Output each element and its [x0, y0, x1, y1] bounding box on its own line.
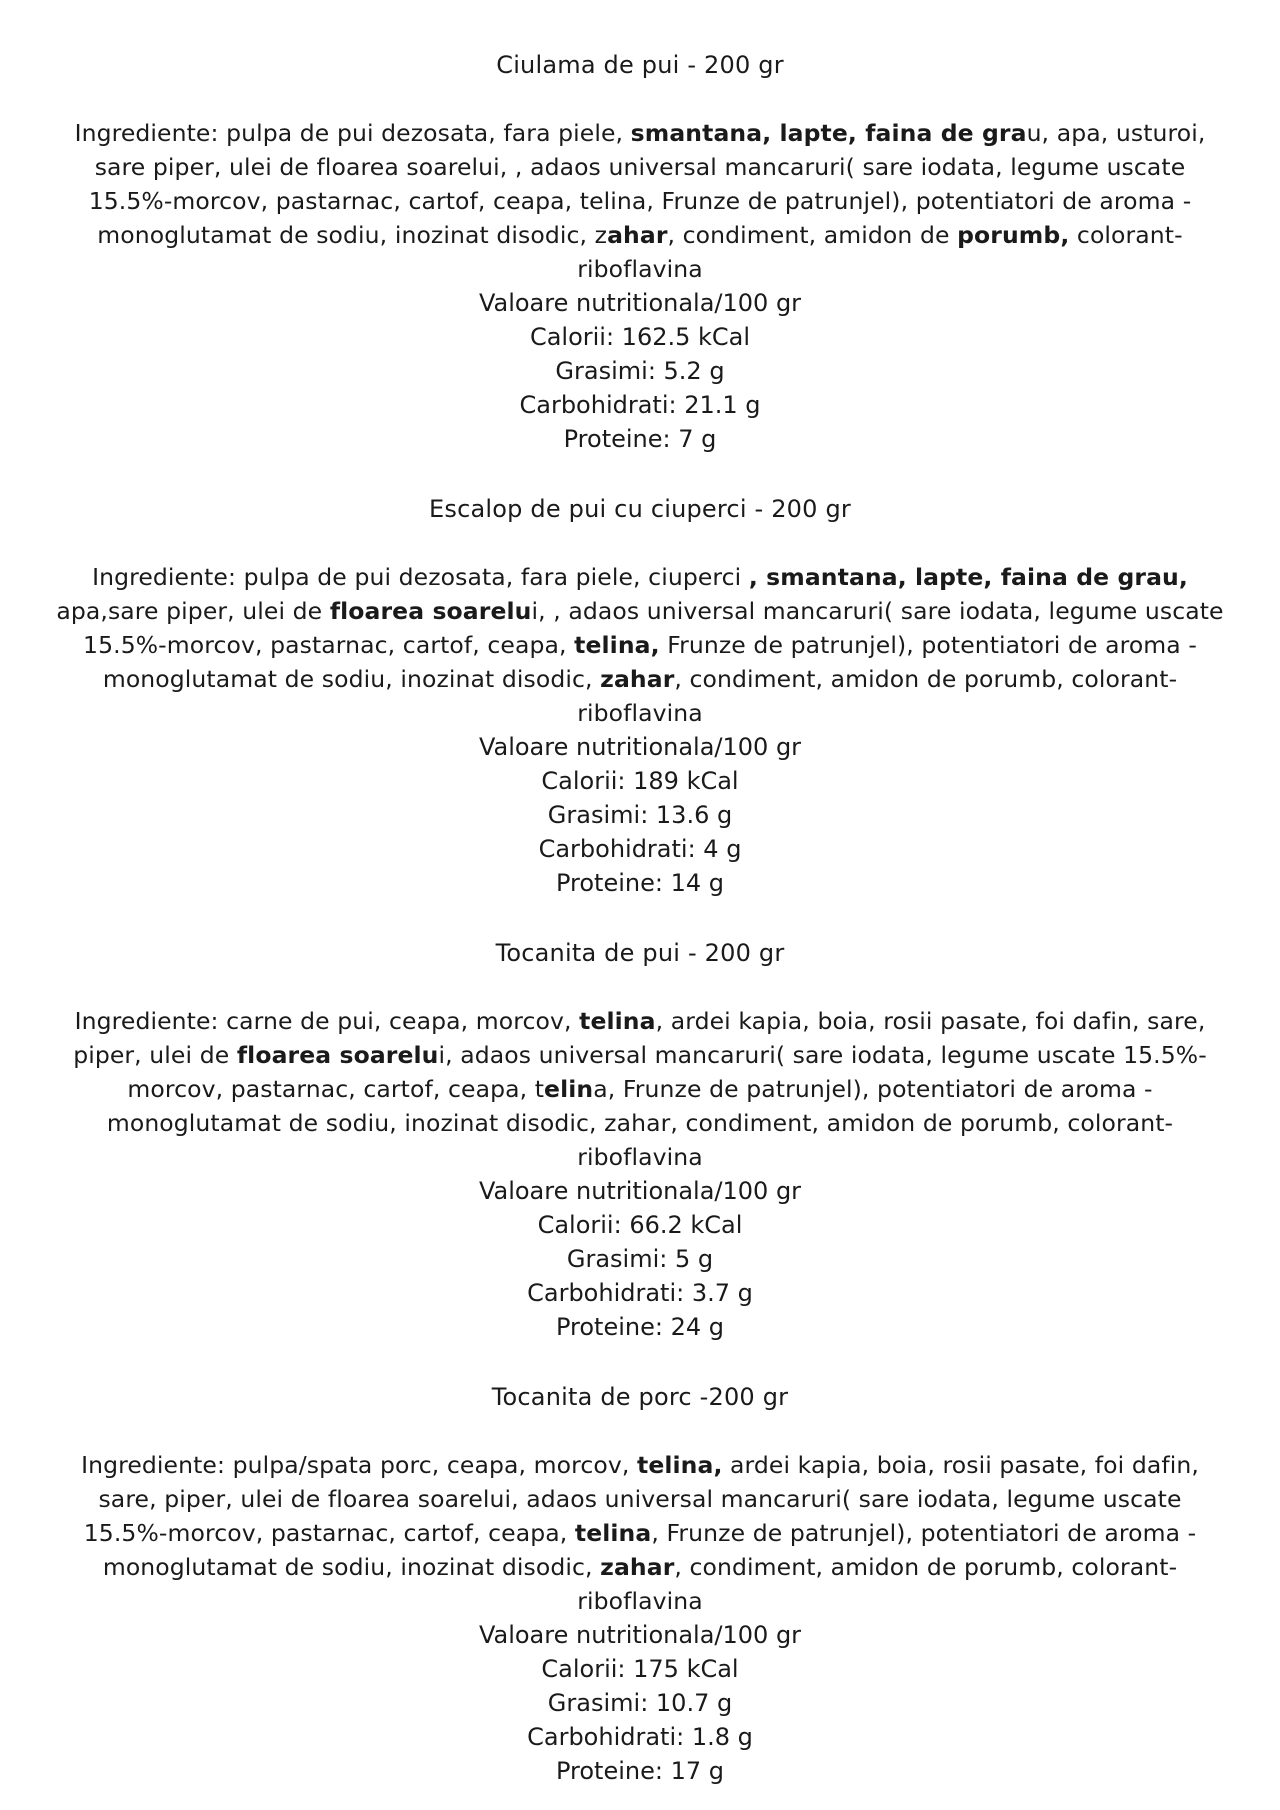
ingredient-text: u, apa, usturoi, sare piper, ulei de floarea soarelui, , adaos universal mancaruri( sare iodata, legume uscate 15.5%-morcov, pastarnac, cartof, ceapa, telina, Frunze de patrunjel), potentiatori de aroma - monoglutamat de sodiu, inozinat disodic, z [88, 119, 1206, 249]
nutrition-calories: Calorii: 66.2 kCal [537, 1211, 743, 1239]
allergen-text: smantana, lapte, faina de gra [630, 119, 1027, 147]
nutrition-protein: Proteine: 17 g [555, 1757, 724, 1785]
ingredient-text: a, Frunze de patrunjel), potentiatori de aroma - monoglutamat de sodiu, inozinat disodic, zahar, condiment, amidon de porumb, colorant-riboflavina [106, 1075, 1174, 1171]
nutrition-fat: Grasimi: 10.7 g [547, 1689, 733, 1717]
nutrition-header: Valoare nutritionala/100 gr [478, 1177, 802, 1205]
allergen-text: elin [544, 1075, 594, 1103]
ingredient-text: Ingrediente: pulpa/spata porc, ceapa, morcov, [81, 1451, 637, 1479]
recipe-title: Escalop de pui cu ciuperci - 200 gr [429, 495, 851, 523]
allergen-text: telina, [636, 1451, 723, 1479]
nutrition-protein: Proteine: 7 g [563, 425, 717, 453]
recipe-title: Tocanita de porc -200 gr [491, 1383, 789, 1411]
allergen-text: floarea soarelu [329, 597, 532, 625]
ingredient-text: , condiment, amidon de [667, 221, 958, 249]
allergen-text: porumb, [957, 221, 1070, 249]
allergen-text: zahar [600, 665, 675, 693]
nutrition-carbs: Carbohidrati: 4 g [538, 835, 742, 863]
nutrition-fat: Grasimi: 5 g [566, 1245, 714, 1273]
nutrition-protein: Proteine: 14 g [555, 869, 724, 897]
ingredient-text: ardei kapia, boia, rosii pasate, foi dafin, sare, piper, ulei de floarea soarelui, adaos universal mancaruri( sare iodata, legume uscate 15.5%-morcov, pastarnac, cartof, ceapa, [83, 1451, 1199, 1547]
nutrition-carbs: Carbohidrati: 3.7 g [527, 1279, 753, 1307]
ingredient-text: colorant-riboflavina [577, 221, 1183, 283]
allergen-text: telina, [574, 631, 660, 659]
ingredients-text [56, 1004, 1224, 1174]
ingredient-text: Frunze de patrunjel), potentiatori de aroma - monoglutamat de sodiu, inozinat disodic, [102, 631, 1197, 693]
nutrition-calories: Calorii: 162.5 kCal [529, 323, 751, 351]
nutrition-protein: Proteine: 24 g [555, 1313, 724, 1341]
ingredient-text: i, adaos universal mancaruri( sare iodata, legume uscate 15.5%-morcov, pastarnac, cartof, ceapa, t [127, 1041, 1207, 1103]
recipe-title: Ciulama de pui - 200 gr [496, 51, 784, 79]
ingredient-text: , condiment, amidon de porumb, colorant-riboflavina [577, 1553, 1178, 1615]
allergen-text: zahar [600, 1553, 675, 1581]
ingredients-text [56, 1448, 1224, 1618]
allergen-text: ahar [607, 221, 668, 249]
ingredient-text: , Frunze de patrunjel), potentiatori de aroma - monoglutamat de sodiu, inozinat disodic, [102, 1519, 1197, 1581]
recipe-title: Tocanita de pui - 200 gr [495, 939, 785, 967]
nutrition-carbs: Carbohidrati: 1.8 g [527, 1723, 753, 1751]
recipe-section-ciulama [56, 48, 1224, 456]
recipe-section-escalop [56, 492, 1224, 900]
ingredient-text: Ingrediente: pulpa de pui dezosata, fara piele, ciuperci [92, 563, 749, 591]
nutrition-calories: Calorii: 175 kCal [541, 1655, 739, 1683]
nutrition-header: Valoare nutritionala/100 gr [478, 1621, 802, 1649]
ingredient-text: , condiment, amidon de porumb, colorant-riboflavina [577, 665, 1178, 727]
nutrition-calories: Calorii: 189 kCal [541, 767, 739, 795]
ingredient-text: apa,sare piper, ulei de [56, 597, 330, 625]
ingredients-text [56, 560, 1224, 730]
recipe-section-tocanita-porc [56, 1380, 1224, 1788]
allergen-text: floarea soarelu [236, 1041, 439, 1069]
nutrition-header: Valoare nutritionala/100 gr [478, 733, 802, 761]
ingredient-text: Ingrediente: pulpa de pui dezosata, fara piele, [74, 119, 631, 147]
ingredient-text: i, , adaos universal mancaruri( sare iodata, legume uscate 15.5%-morcov, pastarnac, cartof, ceapa, [83, 597, 1224, 659]
nutrition-header: Valoare nutritionala/100 gr [478, 289, 802, 317]
recipe-section-tocanita-pui [56, 936, 1224, 1344]
allergen-text: telina [579, 1007, 656, 1035]
ingredient-text: , ardei kapia, boia, rosii pasate, foi dafin, sare, piper, ulei de [73, 1007, 1206, 1069]
ingredient-text: Ingrediente: carne de pui, ceapa, morcov, [74, 1007, 580, 1035]
nutrition-fat: Grasimi: 13.6 g [547, 801, 733, 829]
allergen-text: , smantana, lapte, faina de grau, [748, 563, 1188, 591]
ingredients-text [56, 116, 1224, 286]
nutrition-carbs: Carbohidrati: 21.1 g [519, 391, 761, 419]
nutrition-fat: Grasimi: 5.2 g [555, 357, 725, 385]
allergen-text: telina [574, 1519, 652, 1547]
